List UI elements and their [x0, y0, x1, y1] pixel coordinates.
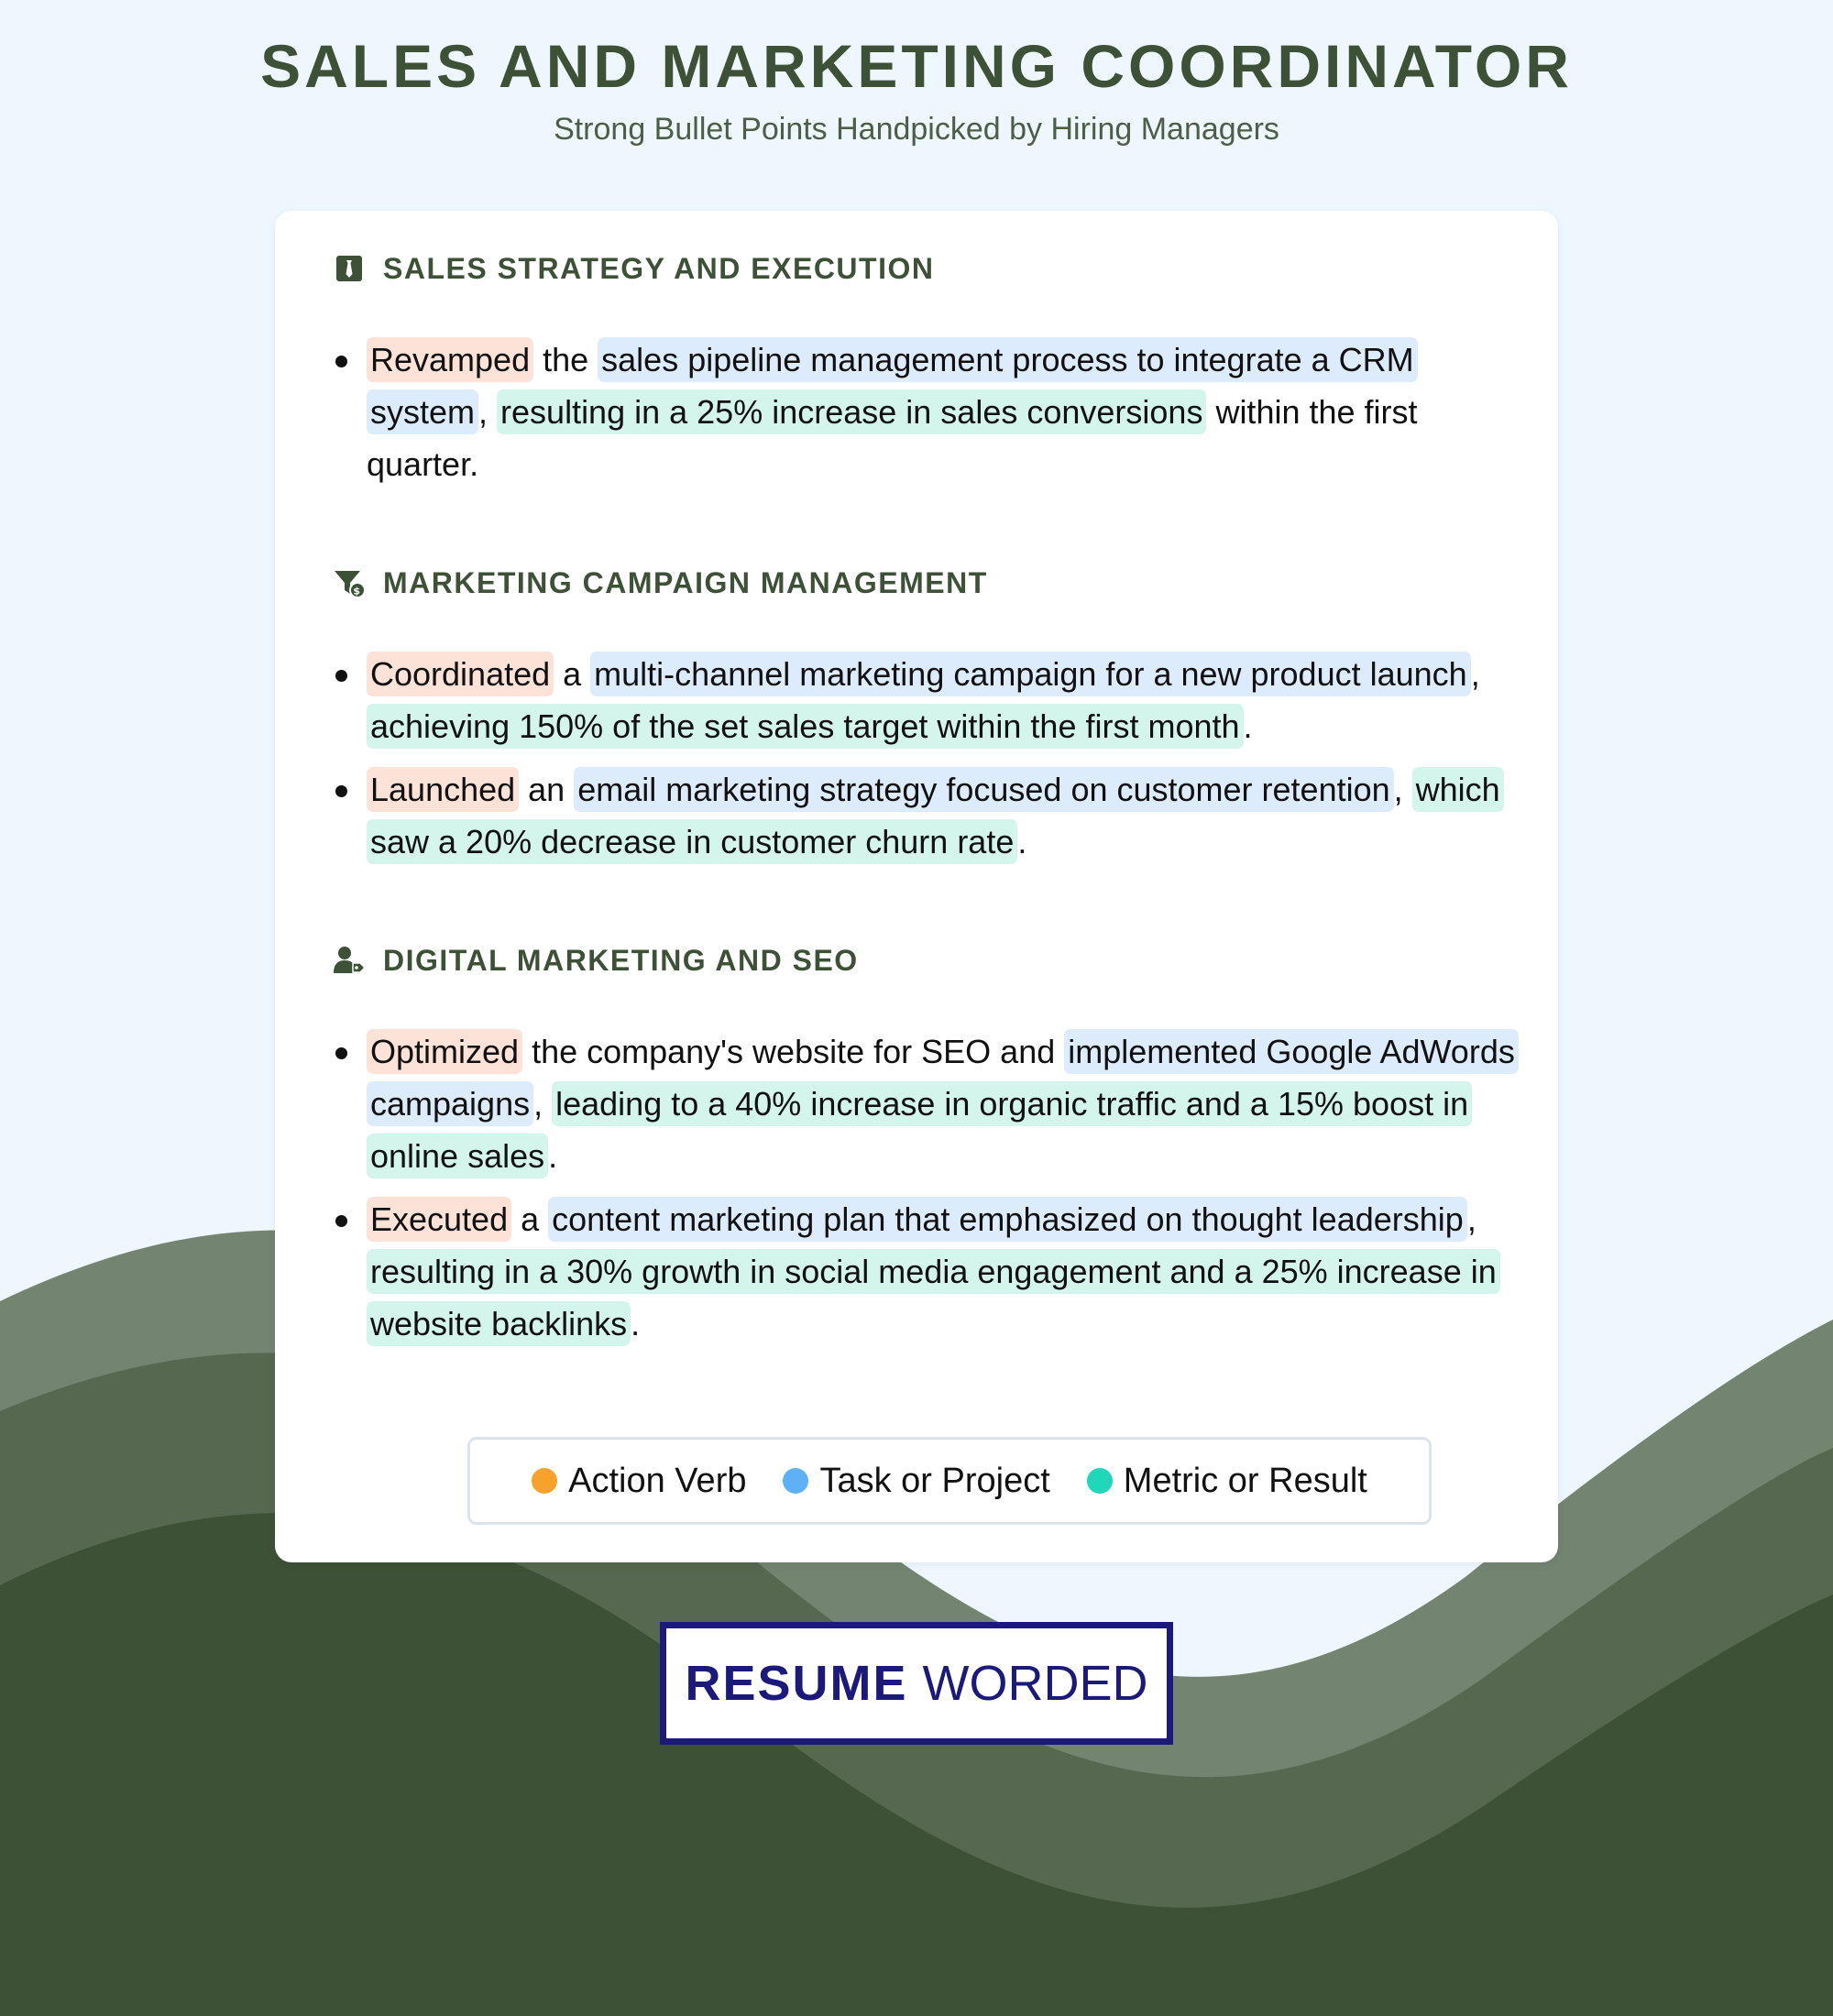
plain-text: , [533, 1085, 553, 1123]
section-heading [332, 943, 1521, 978]
logo-light-text: WORDED [922, 1656, 1148, 1711]
plain-text: . [1017, 823, 1027, 860]
metric-text: resulting in a 25% increase in sales conversions [497, 389, 1206, 434]
task-text: sales pipeline management process to integrate a CRM system [367, 337, 1418, 434]
funnel-dollar-icon [332, 565, 367, 600]
orange-dot-icon [532, 1468, 557, 1494]
teal-dot-icon [1087, 1468, 1113, 1494]
action-verb: Launched [367, 767, 519, 812]
plain-text: the company's website for SEO and [522, 1033, 1065, 1070]
task-text: email marketing strategy focused on customer retention [574, 767, 1393, 812]
blue-dot-icon [783, 1468, 808, 1494]
task-text: implemented Google AdWords campaigns [367, 1029, 1519, 1126]
section-title: SALES STRATEGY AND EXECUTION [383, 251, 935, 285]
bullet-item [332, 763, 1521, 868]
plain-text: , [1466, 1200, 1476, 1238]
plain-text: the [533, 341, 598, 378]
highlight-legend [467, 1437, 1432, 1525]
bullet-list [332, 1025, 1521, 1350]
bullet-points-card [275, 211, 1558, 1562]
metric-text: which saw a 20% decrease in customer churn rate [367, 767, 1504, 864]
user-tag-icon [332, 943, 367, 978]
plain-text: . [631, 1305, 641, 1342]
page-subtitle: Strong Bullet Points Handpicked by Hiring Managers [554, 112, 1279, 147]
legend-item-task [783, 1462, 1049, 1501]
bullet-list [332, 334, 1521, 490]
bullet-item [332, 1025, 1521, 1182]
task-text: content marketing plan that emphasized on thought leadership [548, 1197, 1467, 1242]
logo-strong-text: RESUME [685, 1656, 908, 1711]
legend-item-metric [1087, 1462, 1367, 1501]
action-verb: Optimized [367, 1029, 522, 1074]
plain-text: , [478, 393, 498, 431]
svg-text:$: $ [353, 585, 362, 597]
section-heading [332, 251, 1521, 286]
plain-text: a [511, 1200, 549, 1238]
section-marketing-campaign [332, 565, 1521, 868]
action-verb: Executed [367, 1197, 511, 1242]
page-title: SALES AND MARKETING COORDINATOR [260, 32, 1573, 100]
bullet-item [332, 1193, 1521, 1350]
section-digital-marketing [332, 943, 1521, 1350]
plain-text: an [519, 771, 575, 808]
action-verb: Coordinated [367, 652, 554, 696]
legend-label: Action Verb [568, 1461, 747, 1500]
metric-text: achieving 150% of the set sales target within the first month [367, 704, 1244, 749]
task-text: multi-channel marketing campaign for a new product launch [590, 652, 1471, 696]
legend-label: Task or Project [819, 1461, 1050, 1500]
legend-label: Metric or Result [1123, 1461, 1367, 1500]
section-title: MARKETING CAMPAIGN MANAGEMENT [383, 565, 988, 599]
plain-text: within the first quarter. [367, 393, 1418, 483]
bullet-item [332, 648, 1521, 752]
section-sales-strategy [332, 251, 1521, 490]
bullet-item [332, 334, 1521, 490]
action-verb: Revamped [367, 337, 533, 382]
section-heading [332, 565, 1521, 600]
plain-text: . [548, 1137, 558, 1175]
plain-text: . [1243, 707, 1253, 745]
necktie-icon [332, 251, 367, 286]
legend-item-action-verb [532, 1462, 746, 1501]
plain-text: , [1470, 655, 1480, 693]
plain-text: , [1393, 771, 1412, 808]
metric-text: leading to a 40% increase in organic traffic and a 15% boost in online sales [367, 1081, 1472, 1178]
metric-text: resulting in a 30% growth in social media engagement and a 25% increase in website backlinks [367, 1249, 1500, 1346]
section-title: DIGITAL MARKETING AND SEO [383, 943, 859, 977]
resume-worded-logo [660, 1622, 1173, 1745]
plain-text: a [554, 655, 591, 693]
bullet-list [332, 648, 1521, 868]
